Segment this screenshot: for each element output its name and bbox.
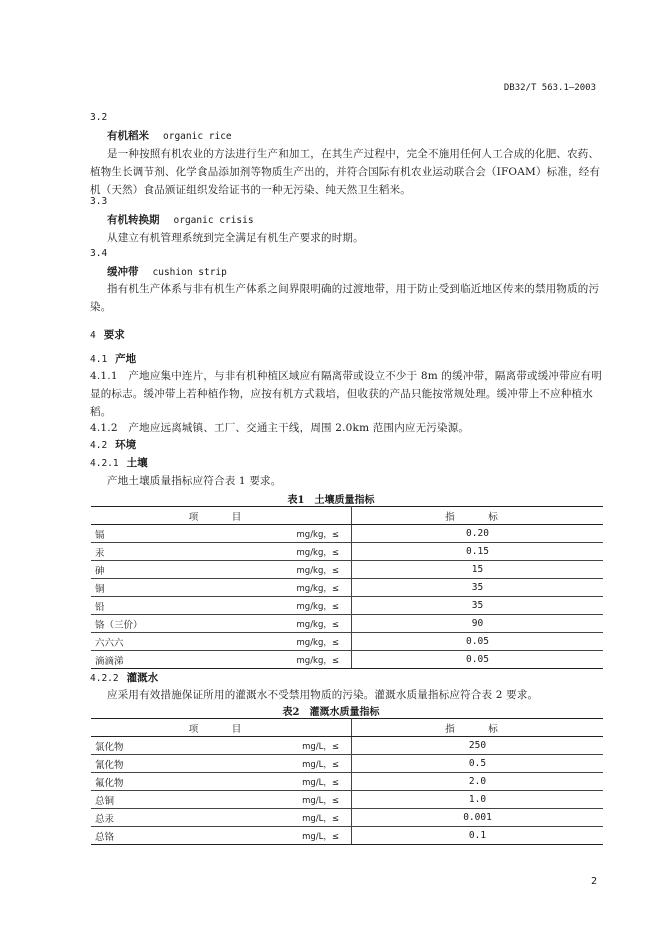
row-unit: mg/kg，≤ <box>235 633 352 651</box>
row-value: 0.20 <box>352 525 604 543</box>
subsection-heading <box>90 351 136 366</box>
subsection-heading <box>90 437 136 452</box>
row-unit: mg/L，≤ <box>235 773 352 791</box>
row-value: 0.001 <box>352 809 604 827</box>
table-row <box>91 651 603 669</box>
subsection-title: 产地 <box>115 353 137 365</box>
table-row <box>91 579 603 597</box>
row-unit: mg/kg，≤ <box>235 543 352 561</box>
table-row <box>91 827 603 845</box>
row-unit: mg/L，≤ <box>235 755 352 773</box>
term-title <box>107 128 232 143</box>
row-value: 35 <box>352 579 604 597</box>
term-title-en: organic rice <box>163 131 232 142</box>
row-unit: mg/kg，≤ <box>235 651 352 669</box>
row-item: 铅 <box>91 597 235 615</box>
row-unit: mg/kg，≤ <box>235 561 352 579</box>
term-definition: 从建立有机管理系统到完全满足有机生产要求的时期。 <box>107 232 364 244</box>
row-value: 0.5 <box>352 755 604 773</box>
table1-caption: 表1 土壤质量指标 <box>287 495 375 506</box>
table2-header-value: 指 标 <box>352 719 604 737</box>
table2-header-item: 项 目 <box>91 719 352 737</box>
table-row <box>91 633 603 651</box>
irrigation-intro: 应采用有效措施保证所用的灌溉水不受禁用物质的污染。灌溉水质量指标应符合表 2 要求。 <box>107 689 539 701</box>
table-row <box>91 597 603 615</box>
section-title: 要求 <box>103 329 125 341</box>
page-number: 2 <box>590 876 597 887</box>
irrigation-water-table <box>91 718 603 845</box>
term-number: 3.4 <box>90 248 108 259</box>
term-number: 3.2 <box>90 112 108 123</box>
subsection-title: 环境 <box>115 439 137 451</box>
row-unit: mg/L，≤ <box>235 827 352 845</box>
row-value: 250 <box>352 737 604 755</box>
subsubsection-title: 土壤 <box>126 457 148 469</box>
table1-header-value: 指 标 <box>352 507 604 525</box>
row-value: 2.0 <box>352 773 604 791</box>
row-unit: mg/kg，≤ <box>235 579 352 597</box>
subsubsection-heading <box>90 455 148 470</box>
row-value: 0.05 <box>352 633 604 651</box>
row-value: 0.05 <box>352 651 604 669</box>
subsection-number: 4.2 <box>90 440 108 451</box>
clause-4-1-1: 4.1.1 产地应集中连片，与非有机种植区域应有隔离带或设立不少于 8m 的缓冲带，隔离带或缓冲带应有明显的标志。缓冲带上若种植作物，应按有机方式栽培，但收获的产品只能按常规处理。缓冲带上不应种植水稻。 <box>90 370 602 418</box>
subsubsection-heading <box>90 670 158 685</box>
row-item: 六六六 <box>91 633 235 651</box>
term-title-cn: 有机转换期 <box>107 214 160 226</box>
term-title-en: cushion strip <box>152 267 227 278</box>
term-title <box>107 264 227 279</box>
subsubsection-number: 4.2.1 <box>90 458 119 469</box>
table1-header-item: 项 目 <box>91 507 352 525</box>
subsubsection-title: 灌溉水 <box>126 672 159 684</box>
row-item: 镉 <box>91 525 235 543</box>
table-row <box>91 773 603 791</box>
row-item: 汞 <box>91 543 235 561</box>
row-unit: mg/kg，≤ <box>235 597 352 615</box>
row-unit: mg/kg，≤ <box>235 525 352 543</box>
row-unit: mg/L，≤ <box>235 809 352 827</box>
subsubsection-number: 4.2.2 <box>90 673 119 684</box>
table-row <box>91 525 603 543</box>
table-row <box>91 755 603 773</box>
section-heading <box>90 327 125 342</box>
term-title-cn: 缓冲带 <box>107 266 139 278</box>
row-item: 总汞 <box>91 809 235 827</box>
table-row <box>91 809 603 827</box>
term-title-cn: 有机稻米 <box>107 130 149 142</box>
row-value: 1.0 <box>352 791 604 809</box>
row-item: 总铬 <box>91 827 235 845</box>
soil-quality-table <box>91 506 603 669</box>
table2-caption: 表2 灌溉水质量指标 <box>282 707 380 718</box>
row-item: 滴滴涕 <box>91 651 235 669</box>
term-definition: 是一种按照有机农业的方法进行生产和加工，在其生产过程中，完全不施用任何人工合成的化肥、农药、植物生长调节剂、化学食品添加剂等物质生产出的，并符合国际有机农业运动联合会（IFOAM）标准，经有机（天然）食品颁证组织发给证书的一种无污染、纯天然卫生稻米。 <box>90 148 601 196</box>
subsection-number: 4.1 <box>90 354 108 365</box>
clause-4-1-2: 4.1.2 产地应远离城镇、工厂、交通主干线，周围 2.0km 范围内应无污染源。 <box>90 422 470 434</box>
row-value: 0.15 <box>352 543 604 561</box>
row-value: 35 <box>352 597 604 615</box>
row-unit: mg/kg，≤ <box>235 615 352 633</box>
table-row <box>91 561 603 579</box>
standard-number: DB32/T 563.1—2003 <box>503 83 596 93</box>
row-item: 铜 <box>91 579 235 597</box>
row-value: 15 <box>352 561 604 579</box>
row-item: 总铜 <box>91 791 235 809</box>
table-row <box>91 615 603 633</box>
table-row <box>91 737 603 755</box>
row-unit: mg/L，≤ <box>235 791 352 809</box>
row-item: 氯化物 <box>91 737 235 755</box>
section-number: 4 <box>90 330 96 341</box>
term-title-en: organic crisis <box>173 215 254 226</box>
row-item: 铬（三价） <box>91 615 235 633</box>
table-row <box>91 791 603 809</box>
term-title <box>107 212 254 227</box>
row-value: 90 <box>352 615 604 633</box>
soil-intro: 产地土壤质量指标应符合表 1 要求。 <box>107 475 282 487</box>
row-item: 砷 <box>91 561 235 579</box>
term-number: 3.3 <box>90 196 108 207</box>
table-row <box>91 543 603 561</box>
row-unit: mg/L，≤ <box>235 737 352 755</box>
term-definition: 指有机生产体系与非有机生产体系之间界限明确的过渡地带，用于防止受到临近地区传来的禁用物质的污染。 <box>90 283 600 313</box>
row-item: 氟化物 <box>91 773 235 791</box>
row-value: 0.1 <box>352 827 604 845</box>
row-item: 氰化物 <box>91 755 235 773</box>
